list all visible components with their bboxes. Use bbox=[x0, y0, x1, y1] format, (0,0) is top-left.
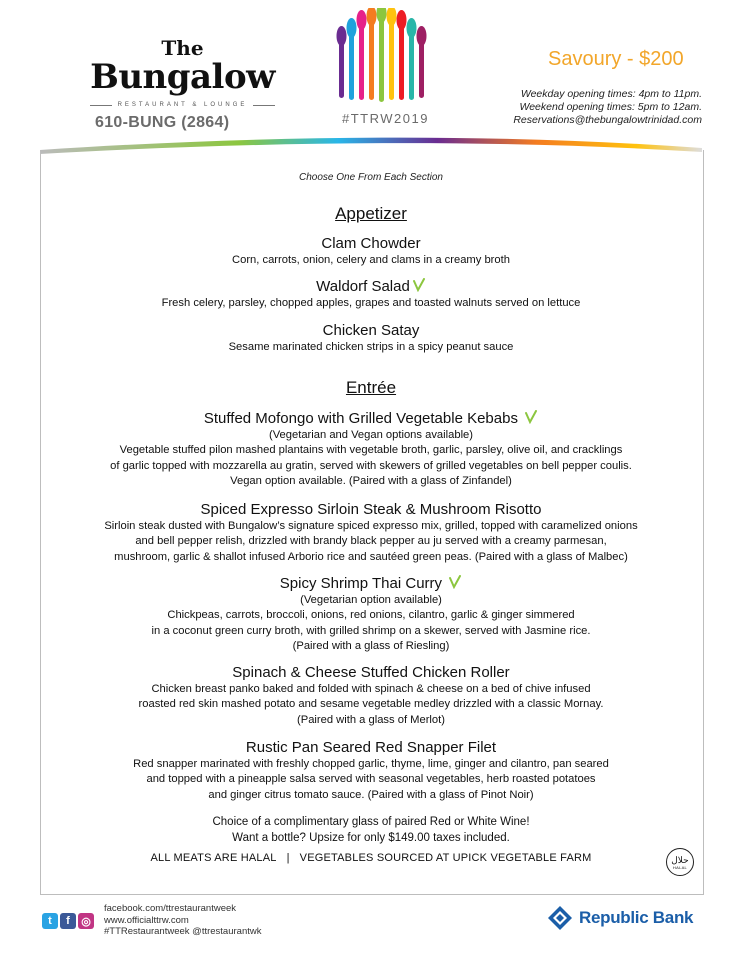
instagram-icon[interactable]: ◎ bbox=[78, 913, 94, 929]
entree-item bbox=[50, 738, 692, 803]
item-description: Corn, carrots, onion, celery and clams in a creamy broth bbox=[232, 254, 510, 266]
sourcing-note bbox=[0, 852, 742, 864]
divider bbox=[253, 105, 275, 106]
item-name: Clam Chowder bbox=[321, 235, 421, 252]
halal-badge-icon bbox=[666, 848, 694, 876]
item-name: Waldorf Salad bbox=[316, 278, 410, 295]
event-hashtag: #TTRW2019 bbox=[342, 111, 429, 126]
appetizer-item bbox=[50, 234, 692, 268]
menu-intro: Choose One From Each Section bbox=[299, 172, 443, 183]
item-line: and ginger citrus tomato sauce. (Paired with a glass of Pinot Noir) bbox=[208, 788, 534, 801]
item-line: (Paired with a glass of Riesling) bbox=[292, 640, 450, 653]
item-name: Rustic Pan Seared Red Snapper Filet bbox=[245, 739, 497, 756]
item-name-row bbox=[50, 574, 692, 593]
vegetable-note: VEGETABLES SOURCED AT UPICK VEGETABLE FARM bbox=[299, 852, 592, 864]
halal-note: ALL MEATS ARE HALAL bbox=[150, 852, 277, 864]
entree-item bbox=[50, 409, 692, 490]
twitter-icon[interactable]: t bbox=[42, 913, 58, 929]
halal-badge-arabic: حلال bbox=[671, 854, 689, 865]
item-name: Stuffed Mofongo with Grilled Vegetable Kebabs bbox=[203, 410, 518, 427]
hashtag-handle: #TTRestaurantweek @ttrestaurantwk bbox=[104, 926, 262, 937]
entree-heading: Entrée bbox=[345, 378, 397, 397]
item-line: of garlic topped with mozzarella au gratin, served with skewers of grilled vegetables on bell pepper coulis. bbox=[110, 459, 632, 472]
item-line: mushroom, garlic & shallot infused Arborio rice and sautéed green peas. (Paired with a glass of Malbec) bbox=[114, 550, 628, 563]
brand-subtitle: RESTAURANT & LOUNGE bbox=[117, 102, 248, 108]
vegetarian-leaf-icon bbox=[412, 278, 426, 292]
item-line: Red snapper marinated with freshly chopped garlic, thyme, lime, ginger and cilantro, pan seared bbox=[133, 758, 609, 770]
wine-note bbox=[0, 814, 742, 846]
item-description: Fresh celery, parsley, chopped apples, grapes and toasted walnuts served on lettuce bbox=[161, 297, 581, 309]
sponsor-logo bbox=[547, 905, 693, 931]
entree-item bbox=[50, 663, 692, 728]
brand-subtitle-row bbox=[80, 102, 285, 108]
entree-item bbox=[50, 574, 692, 655]
bank-name: Republic Bank bbox=[579, 908, 694, 927]
item-line: (Vegetarian and Vegan options available) bbox=[268, 429, 473, 441]
item-line: Vegetable stuffed pilon mashed plantains with vegetable broth, garlic, parsley, olive oil, and cracklings bbox=[119, 444, 623, 457]
facebook-icon[interactable]: f bbox=[60, 913, 76, 929]
item-name: Spicy Shrimp Thai Curry bbox=[279, 575, 443, 592]
item-line: (Paired with a glass of Merlot) bbox=[297, 713, 445, 726]
item-description: Sesame marinated chicken strips in a spicy peanut sauce bbox=[228, 341, 514, 353]
item-line: and bell pepper relish, drizzled with brandy black pepper au ju served with a creamy parmesan, bbox=[135, 535, 607, 548]
item-name-row bbox=[50, 409, 692, 428]
entree-item bbox=[50, 500, 692, 565]
item-line: and topped with a pineapple salsa served with seasonal vegetables, herb roasted potatoes bbox=[146, 773, 596, 786]
website-link[interactable]: www.officialttrw.com bbox=[104, 914, 189, 926]
item-line: in a coconut green curry broth, with grilled shrimp on a skewer, served with Jasmine rice. bbox=[151, 624, 591, 637]
item-name: Spinach & Cheese Stuffed Chicken Roller bbox=[232, 664, 510, 681]
vegetarian-leaf-icon bbox=[524, 410, 538, 424]
brand-the: The bbox=[161, 36, 204, 60]
halal-badge-english: HALAL bbox=[672, 864, 688, 870]
social-icons bbox=[42, 913, 94, 929]
item-name-row bbox=[50, 277, 692, 296]
footer-links bbox=[104, 903, 261, 938]
republic-bank-icon bbox=[547, 905, 573, 931]
facebook-link[interactable]: facebook.com/ttrestaurantweek bbox=[104, 903, 237, 914]
phone-number: 610-BUNG (2864) bbox=[95, 114, 230, 131]
reservations-email: Reservations@thebungalowtrinidad.com bbox=[513, 114, 702, 126]
weekday-hours: Weekday opening times: 4pm to 11pm. bbox=[520, 88, 702, 100]
item-line: (Vegetarian option available) bbox=[300, 594, 442, 606]
item-name: Spiced Expresso Sirloin Steak & Mushroom Risotto bbox=[200, 501, 542, 518]
vegetarian-leaf-icon bbox=[448, 575, 462, 589]
item-line: Vegan option available. (Paired with a glass of Zinfandel) bbox=[230, 475, 512, 488]
item-line: Sirloin steak dusted with Bungalow’s signature spiced expresso mix, grilled, topped with caramelized onions bbox=[104, 520, 638, 532]
appetizer-item bbox=[50, 277, 692, 311]
wine-note-line: Want a bottle? Upsize for only $149.00 taxes included. bbox=[232, 832, 510, 844]
weekend-hours: Weekend opening times: 5pm to 12am. bbox=[519, 101, 702, 113]
opening-hours bbox=[513, 88, 702, 127]
brand-name: Bungalow bbox=[90, 57, 275, 97]
wine-note-line: Choice of a complimentary glass of paired Red or White Wine! bbox=[212, 816, 530, 828]
item-name: Chicken Satay bbox=[322, 322, 420, 339]
item-line: roasted red skin mashed potato and sesame vegetable medley drizzled with a classic Mornay. bbox=[138, 698, 604, 711]
separator: | bbox=[286, 852, 290, 864]
brand-logo bbox=[80, 38, 285, 108]
appetizer-heading: Appetizer bbox=[335, 204, 407, 223]
menu-price: Savoury - $200 bbox=[548, 48, 684, 70]
divider bbox=[90, 105, 112, 106]
item-line: Chickpeas, carrots, broccoli, onions, red onions, cilantro, garlic & ginger simmered bbox=[167, 609, 575, 622]
appetizer-item bbox=[50, 321, 692, 355]
item-line: Chicken breast panko baked and folded with spinach & cheese on a bed of chive infused bbox=[151, 683, 591, 695]
